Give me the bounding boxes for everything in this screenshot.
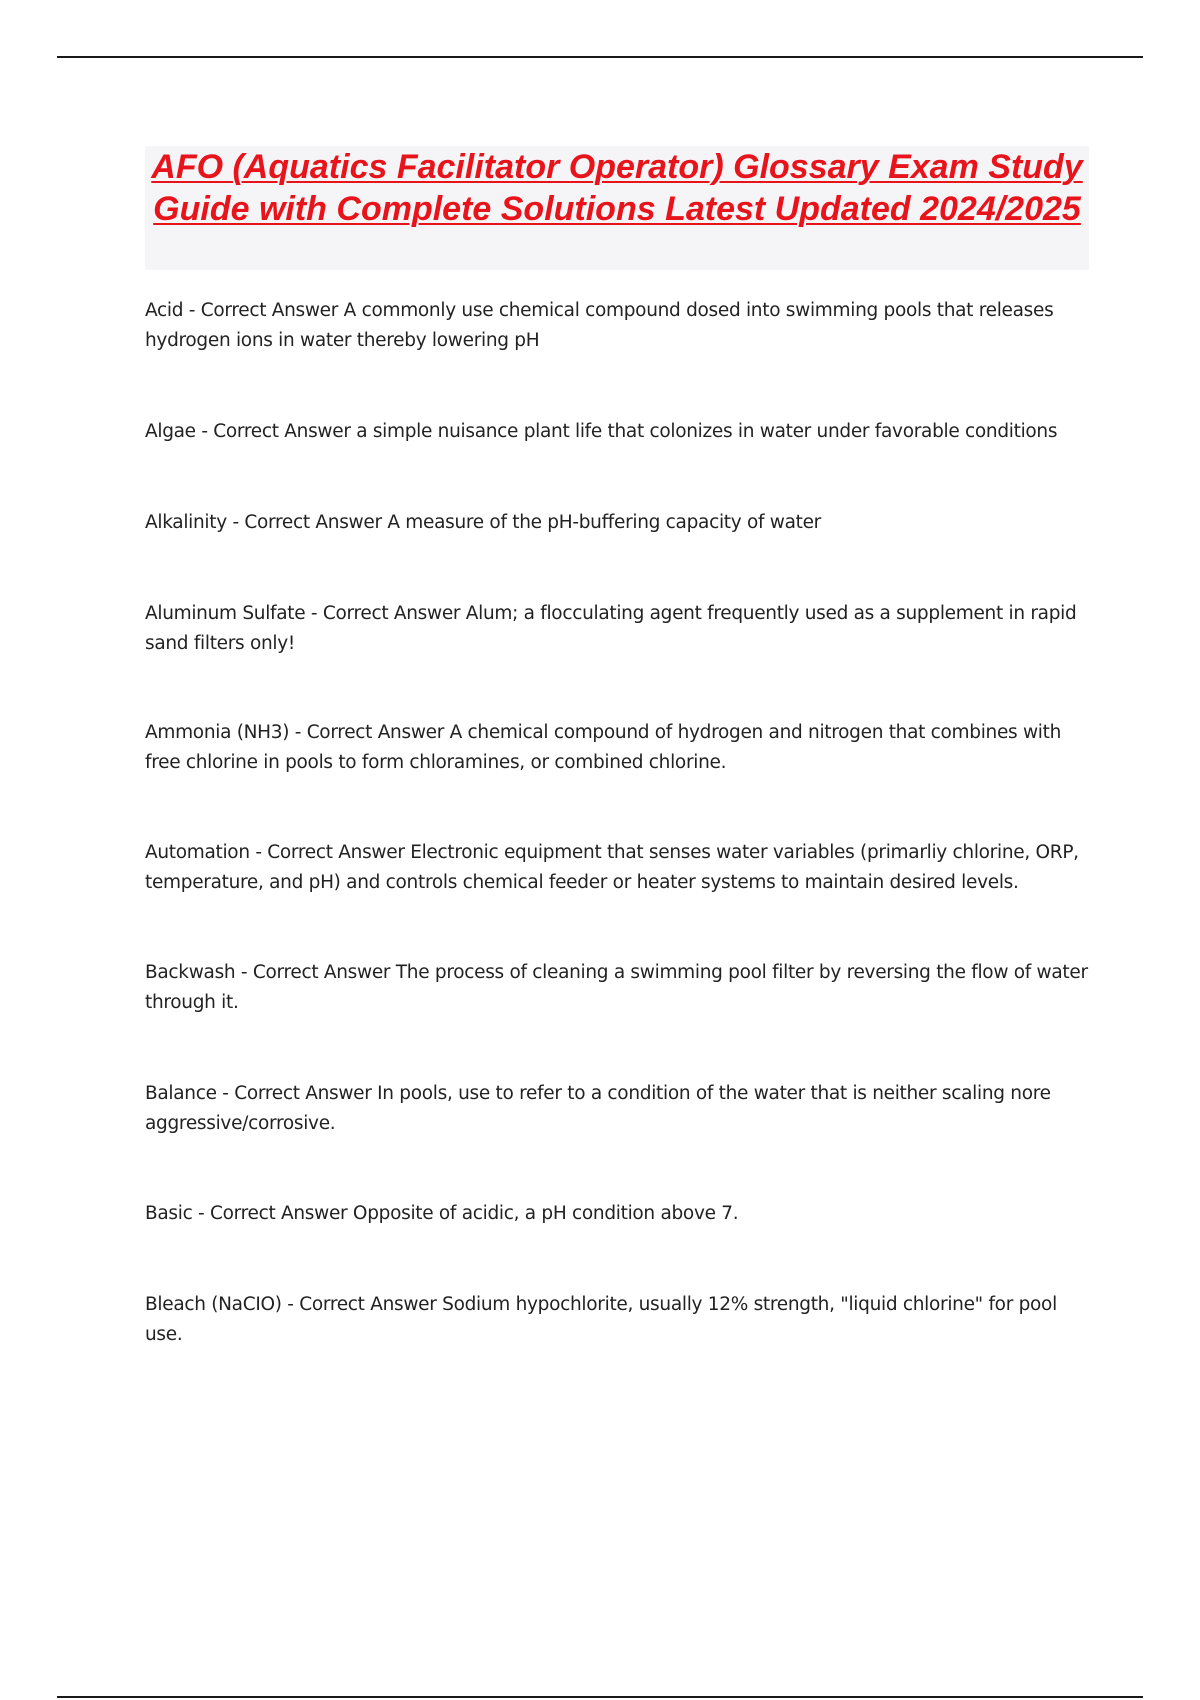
glossary-entry-basic: Basic - Correct Answer Opposite of acidic, a pH condition above 7. — [145, 1203, 739, 1224]
glossary-entry-acid: Acid - Correct Answer A commonly use chemical compound dosed into swimming pools that releases hydrogen ions in water thereby lowering pH — [145, 300, 1054, 351]
document-title: AFO (Aquatics Facilitator Operator) Glossary Exam Study Guide with Complete Solutions Latest Updated 2024/2025 — [151, 148, 1083, 228]
bottom-rule — [57, 1696, 1143, 1698]
glossary-entry-backwash: Backwash - Correct Answer The process of cleaning a swimming pool filter by reversing the flow of water through it. — [145, 962, 1088, 1013]
glossary-entry-balance: Balance - Correct Answer In pools, use to refer to a condition of the water that is neither scaling nore aggressive/corrosive. — [145, 1083, 1051, 1134]
title-box — [145, 146, 1089, 270]
glossary-entry-automation: Automation - Correct Answer Electronic equipment that senses water variables (primarliy chlorine, ORP, temperature, and pH) and controls chemical feeder or heater systems to maintain desired levels. — [145, 842, 1079, 893]
top-rule — [57, 56, 1143, 58]
glossary-entry-ammonia: Ammonia (NH3) - Correct Answer A chemical compound of hydrogen and nitrogen that combines with free chlorine in pools to form chloramines, or combined chlorine. — [145, 722, 1062, 773]
glossary-entry-bleach: Bleach (NaCIO) - Correct Answer Sodium hypochlorite, usually 12% strength, "liquid chlorine" for pool use. — [145, 1294, 1057, 1345]
glossary-entry-alkalinity: Alkalinity - Correct Answer A measure of the pH-buffering capacity of water — [145, 512, 821, 533]
glossary-entry-aluminum-sulfate: Aluminum Sulfate - Correct Answer Alum; a flocculating agent frequently used as a supplement in rapid sand filters only! — [145, 603, 1077, 654]
glossary-entry-algae: Algae - Correct Answer a simple nuisance plant life that colonizes in water under favorable conditions — [145, 421, 1058, 442]
